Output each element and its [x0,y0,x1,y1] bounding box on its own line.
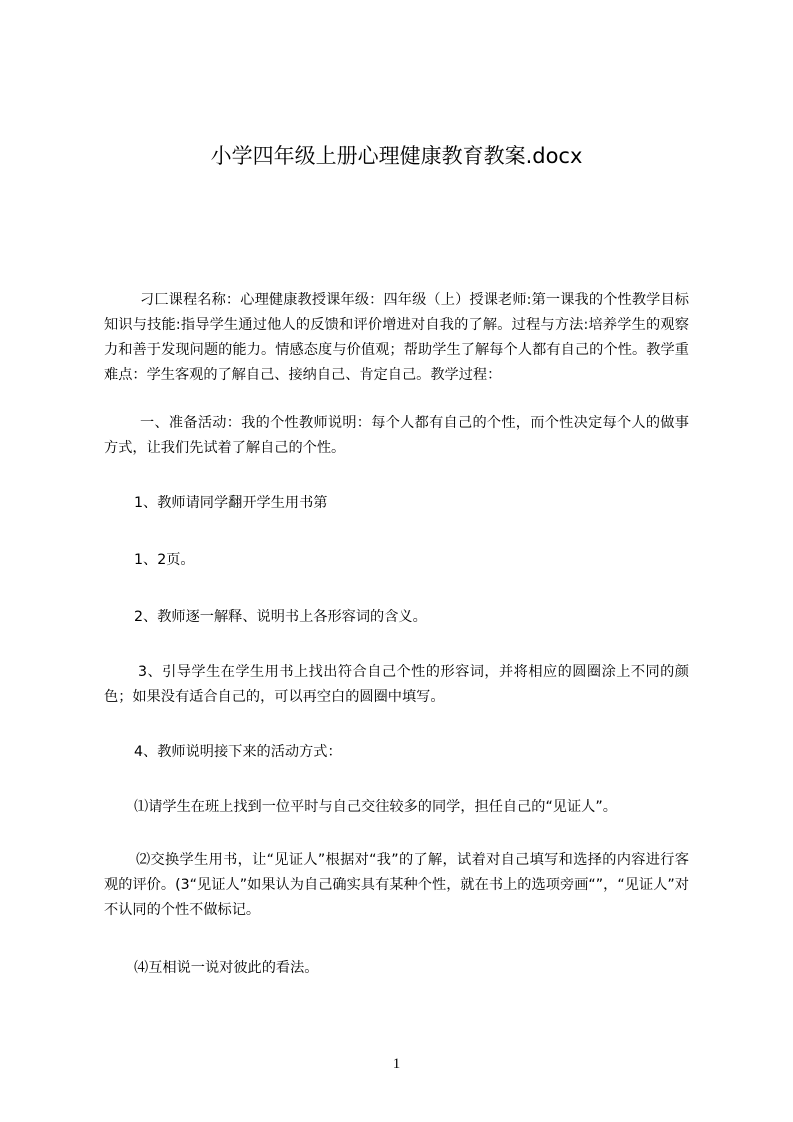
paragraph-step-1: 1、教师请同学翻开学生用书第 [134,495,328,511]
document-body [104,288,689,981]
page-number: 1 [392,1056,401,1072]
paragraph-substep-2: ⑵交换学生用书，让“见证人”根据对“我”的了解，试着对自己填写和选择的内容进行客观的评价。(3“见证人”如果认为自己确实具有某种个性，就在书上的选项旁画“”，“见证人”对不认同的个性不做标记。 [104,852,689,918]
paragraph-step-4: 4、教师说明接下来的活动方式： [134,744,342,760]
paragraph-pages: 1、2页。 [134,552,195,568]
paragraph-step-3: 3、引导学生在学生用书上找出符合自己个性的形容词，并将相应的圆圈涂上不同的颜色；如果没有适合自己的，可以再空白的圆圈中填写。 [104,664,689,705]
paragraph-step-2: 2、教师逐一解释、说明书上各形容词的含义。 [134,609,427,625]
paragraph-substep-4: ⑷互相说一说对彼此的看法。 [134,960,319,976]
paragraph-preparation-activity: 一、准备活动：我的个性教师说明：每个人都有自己的个性，而个性决定每个人的做事方式，让我们先试着了解自己的个性。 [104,415,689,456]
paragraph-course-info: 刁匚课程名称：心理健康教授课年级：四年级（上）授课老师:第一课我的个性教学目标知识与技能:指导学生通过他人的反馈和评价增进对自我的了解。过程与方法:培养学生的观察力和善于发现问题的能力。情感态度与价值观；帮助学生了解每个人都有自己的个性。教学重难点：学生客观的了解自己、接纳自己、肯定自己。教学过程： [104,292,689,383]
document-title: 小学四年级上册心理健康教育教案.docx [210,144,583,168]
paragraph-substep-1: ⑴请学生在班上找到一位平时与自己交往较多的同学，担任自己的“见证人”。 [134,799,617,815]
